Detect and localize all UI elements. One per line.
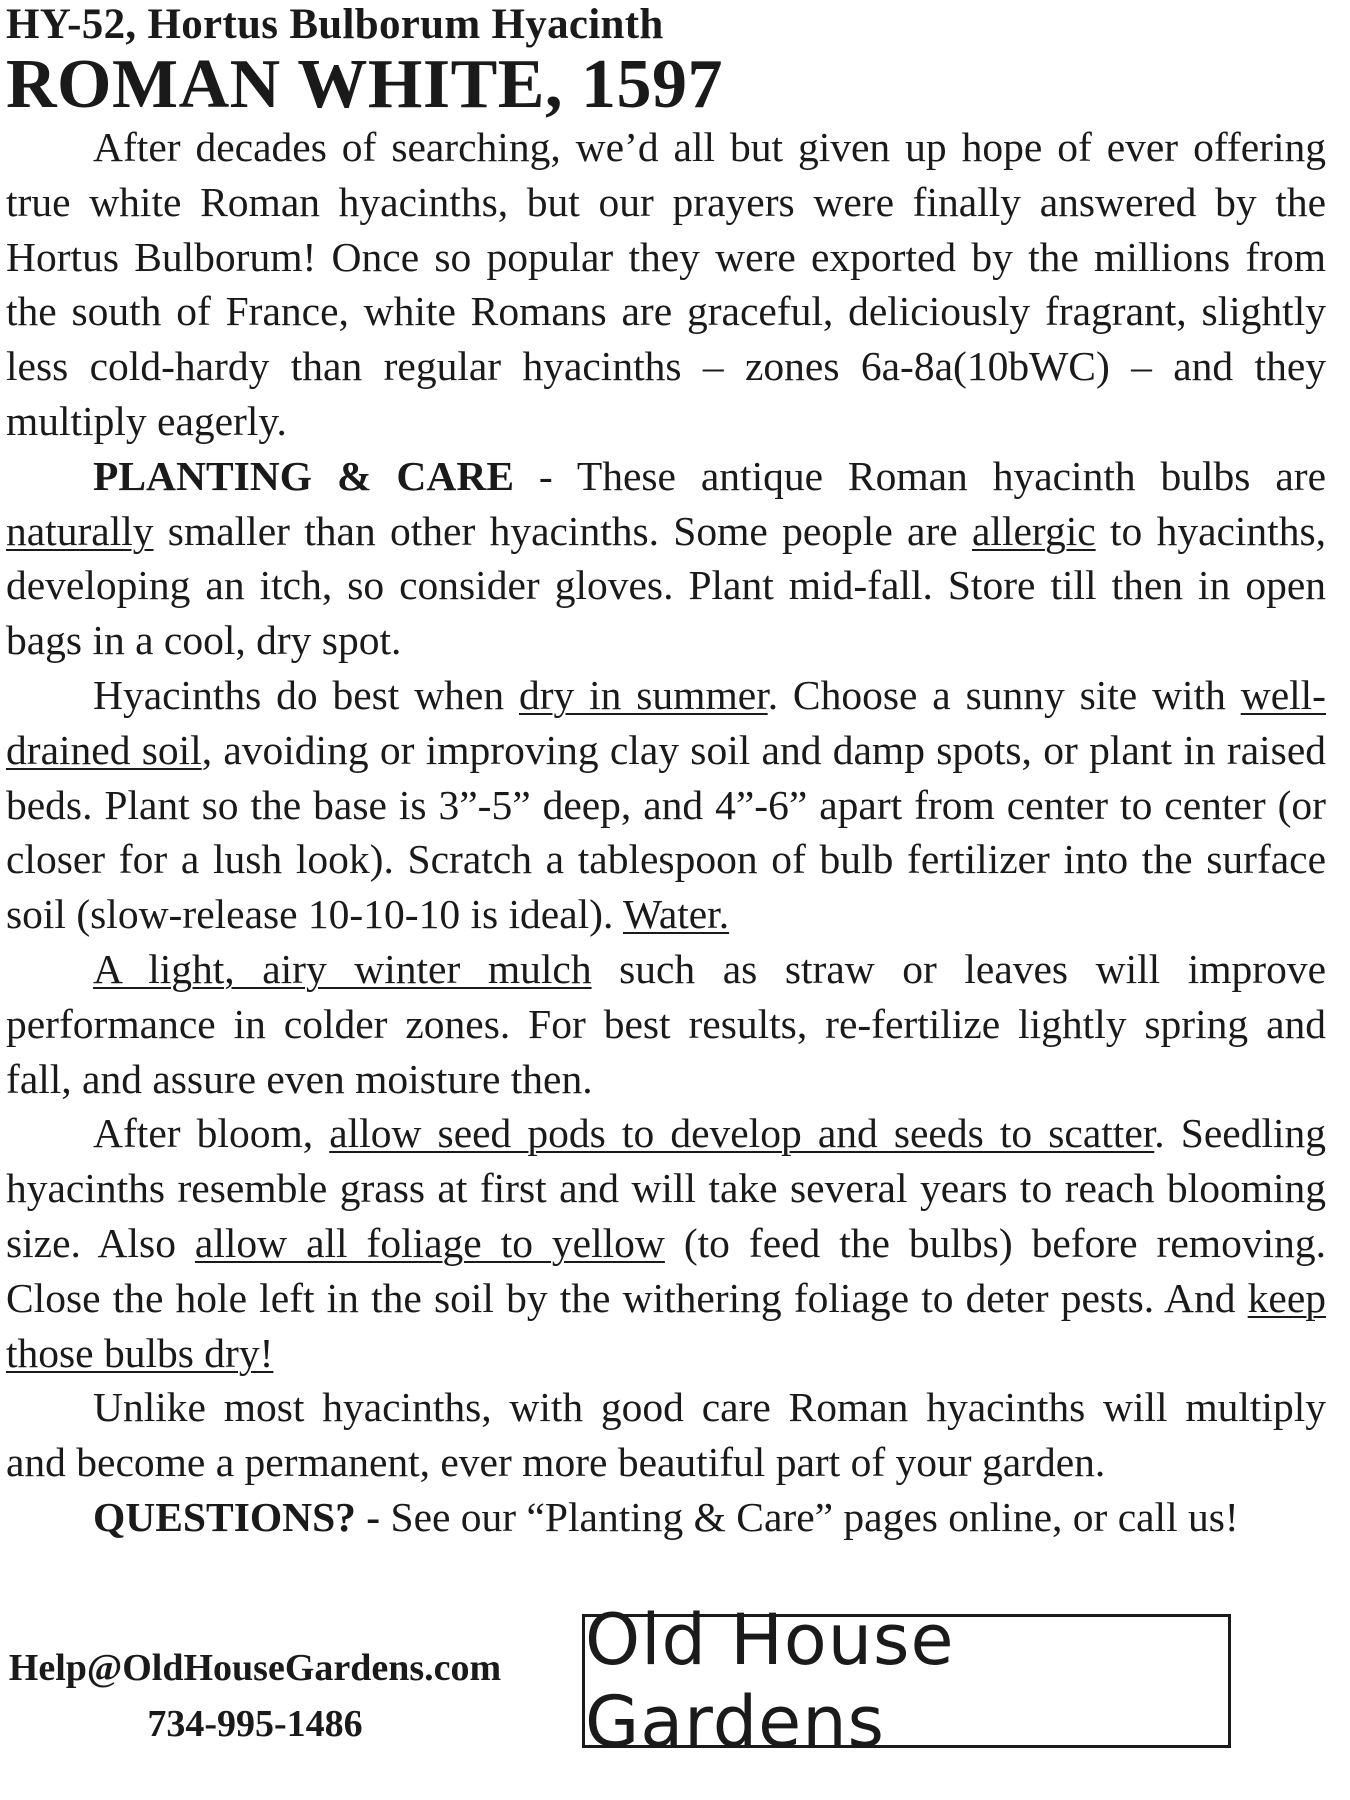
product-title: ROMAN WHITE, 1597 [6, 46, 723, 123]
logo-text: Old House Gardens [585, 1599, 955, 1763]
phone-number[interactable]: 734-995-1486 [147, 1703, 363, 1745]
underlined-phrase: allow seed pods to develop and seeds to scatter [329, 1110, 1155, 1157]
description-body [6, 120, 1326, 1545]
email-link[interactable]: Help@OldHouseGardens.com [8, 1647, 502, 1689]
underlined-phrase: A light, airy winter mulch [93, 945, 592, 992]
text-run: Hyacinths do best when [93, 671, 519, 718]
mulch-paragraph [6, 942, 1326, 1106]
text-run: . Choose a sunny site with [767, 671, 1241, 718]
seed-packet-page [6, 0, 1326, 1545]
underlined-phrase: keep those bulbs dry! [6, 1274, 1326, 1376]
brand-logo [582, 1599, 1231, 1763]
questions-paragraph [6, 1490, 1326, 1545]
text-run: smaller than other hyacinths. Some people are [153, 507, 973, 554]
text-run: , avoiding or improving clay soil and damp spots, or plant in raised beds. Plant so the base is 3”-5” deep, and 4”-6” apart from center to center (or closer for a lush look). Scratch a tablespoon of bulb fertilizer into the surface soil (slow-release 10-10-10 is ideal). [6, 726, 1326, 938]
underlined-phrase: well-drained soil [6, 671, 1326, 773]
planting-care-heading: PLANTING & CARE [93, 452, 515, 499]
underlined-phrase: allow all foliage to yellow [194, 1219, 665, 1266]
text-run: such as straw or leaves will improve performance in colder zones. For best results, re-fertilize lightly spring and fall, and assure even moisture then. [6, 945, 1326, 1102]
text-run: See our “Planting & Care” pages online, or call us! [380, 1493, 1239, 1540]
text-run: - These antique Roman hyacinth bulbs are [514, 452, 1326, 499]
multiply-paragraph: Unlike most hyacinths, with good care Roman hyacinths will multiply and become a permanent, ever more beautiful part of your garden. [6, 1384, 1326, 1486]
intro-paragraph: After decades of searching, we’d all but given up hope of ever offering true white Roman hyacinths, but our prayers were finally answered by the Hortus Bulborum! Once so popular they were exported by the millions from the south of France, white Romans are graceful, deliciously fragrant, slightly less cold-hardy than regular hyacinths – zones 6a-8a(10bWC) – and they multiply eagerly. [6, 124, 1326, 444]
after-bloom-paragraph [6, 1106, 1326, 1380]
questions-heading: QUESTIONS? - [93, 1493, 381, 1540]
product-code: HY-52, Hortus Bulborum Hyacinth [6, 1, 664, 48]
underlined-phrase: allergic [972, 507, 1096, 554]
underlined-phrase: Water. [622, 891, 730, 938]
site-paragraph [6, 668, 1326, 942]
text-run: (to feed the bulbs) before removing. Close the hole left in the soil by the withering foliage to deter pests. And [6, 1219, 1326, 1321]
planting-care-paragraph [6, 449, 1326, 668]
text-run: After bloom, [93, 1110, 330, 1157]
contact-block [0, 1640, 510, 1752]
text-run: . Seedling hyacinths resemble grass at first and will take several years to reach blooming size. Also [6, 1110, 1327, 1266]
underlined-phrase: dry in summer [518, 671, 768, 718]
text-run: to hyacinths, developing an itch, so consider gloves. Plant mid-fall. Store till then in open bags in a cool, dry spot. [6, 507, 1326, 664]
underlined-phrase: naturally [6, 507, 154, 554]
